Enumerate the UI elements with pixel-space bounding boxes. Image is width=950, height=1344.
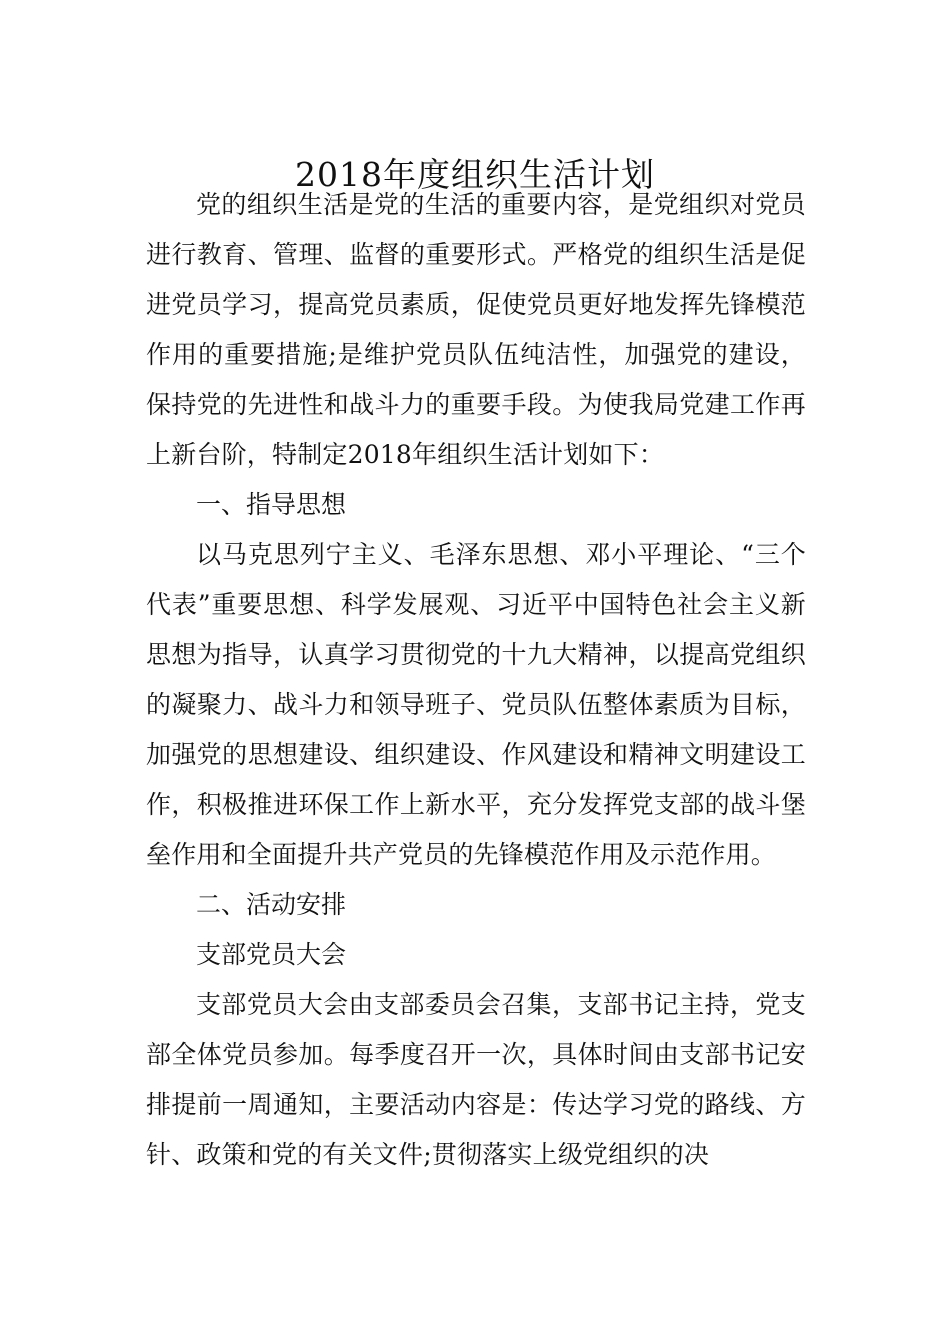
section-heading-guiding-ideology: 一、指导思想 xyxy=(196,490,347,519)
branch-meeting-paragraph: 支部党员大会由支部委员会召集，支部书记主持，党支部全体党员参加。每季度召开一次，具体时间由支部书记安排提前一周通知，主要活动内容是：传达学习党的路线、方针、政策和党的有关文件;贯彻落实上级党组织的决 xyxy=(146,990,806,1169)
intro-paragraph: 党的组织生活是党的生活的重要内容，是党组织对党员进行教育、管理、监督的重要形式。严格党的组织生活是促进党员学习，提高党员素质，促使党员更好地发挥先锋模范作用的重要措施;是维护党员队伍纯洁性，加强党的建设，保持党的先进性和战斗力的重要手段。为使我局党建工作再上新台阶，特制定2018年组织生活计划如下： xyxy=(146,190,806,469)
subsection-heading-branch-meeting: 支部党员大会 xyxy=(196,940,347,969)
guiding-ideology-paragraph: 以马克思列宁主义、毛泽东思想、邓小平理论、“三个代表”重要思想、科学发展观、习近平中国特色社会主义新思想为指导，认真学习贯彻党的十九大精神，以提高党组织的凝聚力、战斗力和领导班子、党员队伍整体素质为目标，加强党的思想建设、组织建设、作风建设和精神文明建设工作，积极推进环保工作上新水平，充分发挥党支部的战斗堡垒作用和全面提升共产党员的先锋模范作用及示范作用。 xyxy=(146,540,806,869)
document-body xyxy=(146,180,806,1180)
document-title: 2018年度组织生活计划 xyxy=(295,155,655,195)
section-heading-activity-arrangement: 二、活动安排 xyxy=(196,890,347,919)
